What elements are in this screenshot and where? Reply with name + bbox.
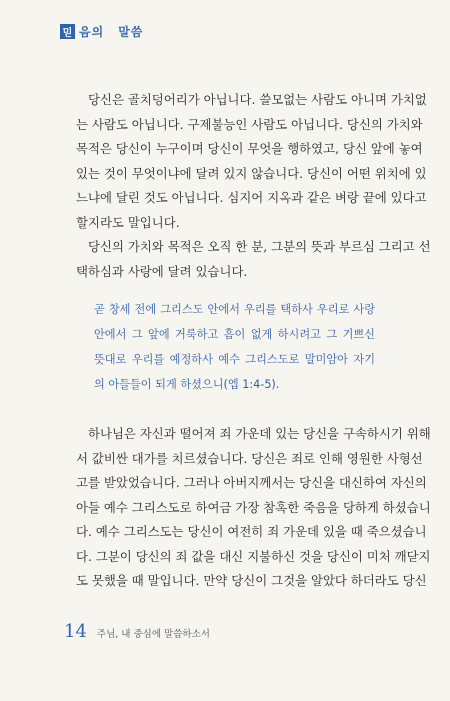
header-badge: 믿 — [60, 24, 75, 39]
header-title-part1: 음의 — [79, 24, 105, 39]
paragraph-line: 아들 예수 그리스도로 하여금 가장 참혹한 죽음을 당하게 하셨습니 — [76, 499, 431, 515]
paragraph-line: 고를 받았었습니다. 그러나 아버지께서는 당신을 대신하여 자신의 — [76, 475, 427, 490]
page-header — [60, 22, 143, 40]
running-title: 주님, 내 중심에 말씀하소서 — [96, 629, 210, 640]
paragraph-1 — [76, 88, 427, 235]
header-title-part2: 말씀 — [118, 24, 144, 39]
scripture-quote — [94, 297, 375, 397]
paragraph-line: 목적은 당신이 누구이며 당신이 무엇을 행하였고, 당신 앞에 놓여 — [76, 141, 423, 156]
quote-line: 안에서 그 앞에 거룩하고 흠이 없게 하시려고 그 기쁘신 — [94, 328, 375, 341]
paragraph-line: 당신은 골치덩어리가 아닙니다. 쓸모없는 사람도 아니며 가치없 — [88, 92, 427, 107]
paragraph-2 — [76, 235, 431, 284]
paragraph-line: 있는 것이 무엇이냐에 달려 있지 않습니다. 당신이 어떤 위치에 있 — [76, 165, 427, 181]
page-number: 14 — [64, 621, 87, 642]
paragraph-line: 서 값비싼 대가를 치르셨습니다. 당신은 죄로 인해 영원한 사형선 — [76, 450, 423, 466]
paragraph-line: 다. 예수 그리스도는 당신이 여전히 죄 가운데 있을 때 죽으셨습니 — [76, 524, 427, 539]
paragraph-3 — [76, 422, 431, 594]
paragraph-line: 다. 그분이 당신의 죄 값을 대신 지불하신 것을 당신이 미처 깨닫지 — [76, 548, 431, 564]
paragraph-line: 도 못했을 때 말입니다. 만약 당신이 그것을 알았다 하더라도 당신 — [76, 573, 427, 588]
page-footer — [64, 621, 210, 643]
quote-line: 곧 창세 전에 그리스도 안에서 우리를 택하사 우리로 사랑 — [94, 303, 375, 316]
paragraph-line: 할지라도 말입니다. — [76, 214, 180, 230]
paragraph-line: 느냐에 달린 것도 아닙니다. 심지어 지옥과 같은 벼랑 끝에 있다고 — [76, 190, 427, 205]
paragraph-line: 택하심과 사랑에 달려 있습니다. — [76, 263, 248, 279]
paragraph-line: 는 사람도 아닙니다. 구제불능인 사람도 아닙니다. 당신의 가치와 — [76, 116, 423, 132]
paragraph-line: 하나님은 자신과 떨어져 죄 가운데 있는 당신을 구속하시기 위해 — [88, 426, 431, 441]
quote-line: 의 아들들이 되게 하셨으니(엡 1:4-5). — [94, 378, 280, 391]
quote-line: 뜻대로 우리를 예정하사 예수 그리스도로 말미암아 자기 — [94, 353, 375, 366]
paragraph-line: 당신의 가치와 목적은 오직 한 분, 그분의 뜻과 부르심 그리고 선 — [88, 239, 431, 254]
